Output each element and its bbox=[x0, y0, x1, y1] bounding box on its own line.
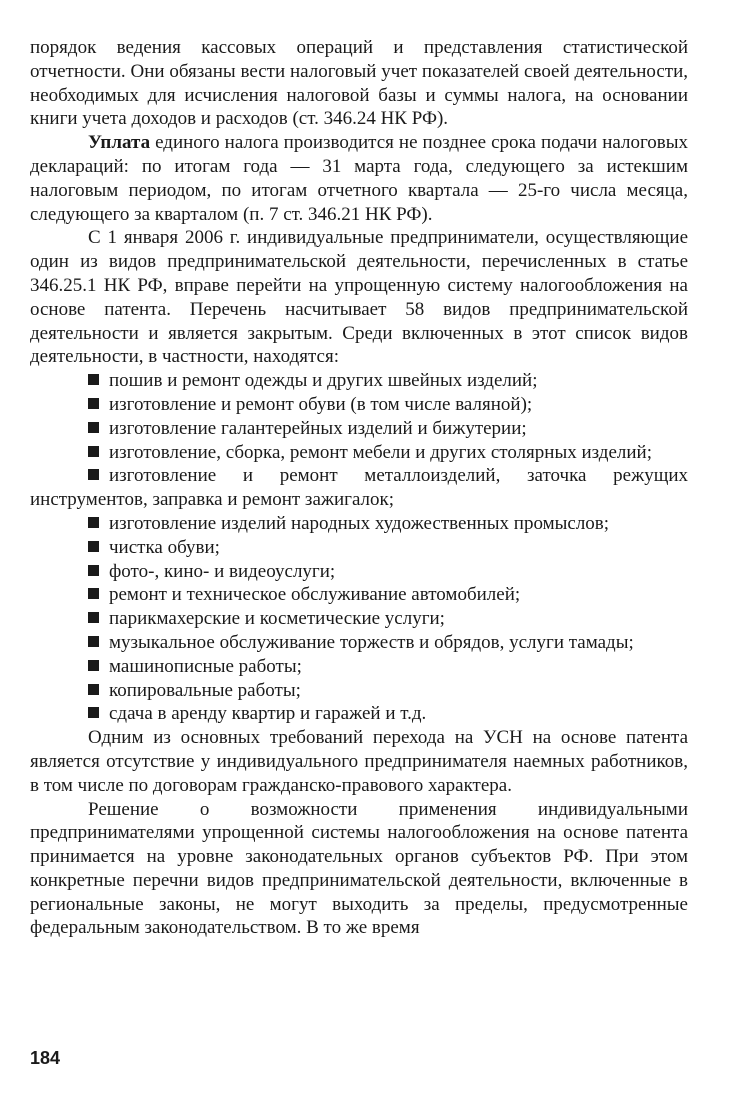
page-body bbox=[30, 36, 688, 940]
paragraph-2-lead: Уплата bbox=[88, 132, 151, 154]
bullet-square-icon bbox=[88, 446, 99, 457]
bullet-square-icon bbox=[88, 541, 99, 552]
paragraph-3: С 1 января 2006 г. индивидуальные предприниматели, осуществляющие один из видов предпринимательской деятельности, перечисленных в статье 346.25.1 НК РФ, вправе перейти на упрощенную систему налогообложения на основе патента. Перечень насчитывает 58 видов предпринимательской деятельности и является закрытым. Среди включенных в этот список видов деятельности, в частности, находятся: bbox=[30, 227, 688, 368]
list-item: изготовление галантерейных изделий и бижутерии; bbox=[30, 417, 688, 441]
bullet-square-icon bbox=[88, 684, 99, 695]
list-item: пошив и ремонт одежды и других швейных изделий; bbox=[30, 369, 688, 393]
page-number: 184 bbox=[30, 1048, 61, 1068]
bullet-square-icon bbox=[88, 517, 99, 528]
list-item: чистка обуви; bbox=[30, 536, 688, 560]
bullet-square-icon bbox=[88, 398, 99, 409]
bullet-square-icon bbox=[88, 707, 99, 718]
list-item: изготовление и ремонт металлоизделий, заточка режущих инструментов, заправка и ремонт зажигалок; bbox=[30, 465, 688, 511]
list-item: изготовление, сборка, ремонт мебели и других столярных изделий; bbox=[30, 441, 688, 465]
bullet-square-icon bbox=[88, 636, 99, 647]
activity-list bbox=[30, 369, 688, 726]
list-item: сдача в аренду квартир и гаражей и т.д. bbox=[30, 702, 688, 726]
bullet-square-icon bbox=[88, 374, 99, 385]
bullet-square-icon bbox=[88, 422, 99, 433]
bullet-square-icon bbox=[88, 612, 99, 623]
list-item: машинописные работы; bbox=[30, 655, 688, 679]
paragraph-5: Решение о возможности применения индивидуальными предпринимателями упрощенной системы налогообложения на основе патента принимается на уровне законодательных органов субъектов РФ. При этом конкретные перечни видов предпринимательской деятельности, включенные в региональные законы, не могут выходить за пределы, предусмотренные федеральным законодательством. В то же время bbox=[30, 798, 688, 939]
paragraph-4: Одним из основных требований перехода на УСН на основе патента является отсутствие у индивидуального предпринимателя наемных работников, в том числе по договорам гражданско-правового характера. bbox=[30, 727, 688, 796]
list-item: фото-, кино- и видеоуслуги; bbox=[30, 560, 688, 584]
list-item: изготовление изделий народных художественных промыслов; bbox=[30, 512, 688, 536]
list-item: ремонт и техническое обслуживание автомобилей; bbox=[30, 583, 688, 607]
list-item: изготовление и ремонт обуви (в том числе валяной); bbox=[30, 393, 688, 417]
list-item: музыкальное обслуживание торжеств и обрядов, услуги тамады; bbox=[30, 631, 688, 655]
paragraph-1: порядок ведения кассовых операций и представления статистической отчетности. Они обязаны вести налоговый учет показателей своей деятельности, необходимых для исчисления налоговой базы и суммы налога, на основании книги учета доходов и расходов (ст. 346.24 НК РФ). bbox=[30, 37, 688, 130]
bullet-square-icon bbox=[88, 469, 99, 480]
paragraph-2 bbox=[30, 131, 688, 226]
bullet-square-icon bbox=[88, 660, 99, 671]
list-item: копировальные работы; bbox=[30, 679, 688, 703]
bullet-square-icon bbox=[88, 565, 99, 576]
list-item: парикмахерские и косметические услуги; bbox=[30, 607, 688, 631]
paragraph-2-text: единого налога производится не позднее срока подачи налоговых деклараций: по итогам года — 31 марта года, следующего за истекшим налоговым периодом, по итогам отчетного квартала — 25-го числа месяца, следующего за кварталом (п. 7 ст. 346.21 НК РФ). bbox=[30, 132, 688, 225]
bullet-square-icon bbox=[88, 588, 99, 599]
